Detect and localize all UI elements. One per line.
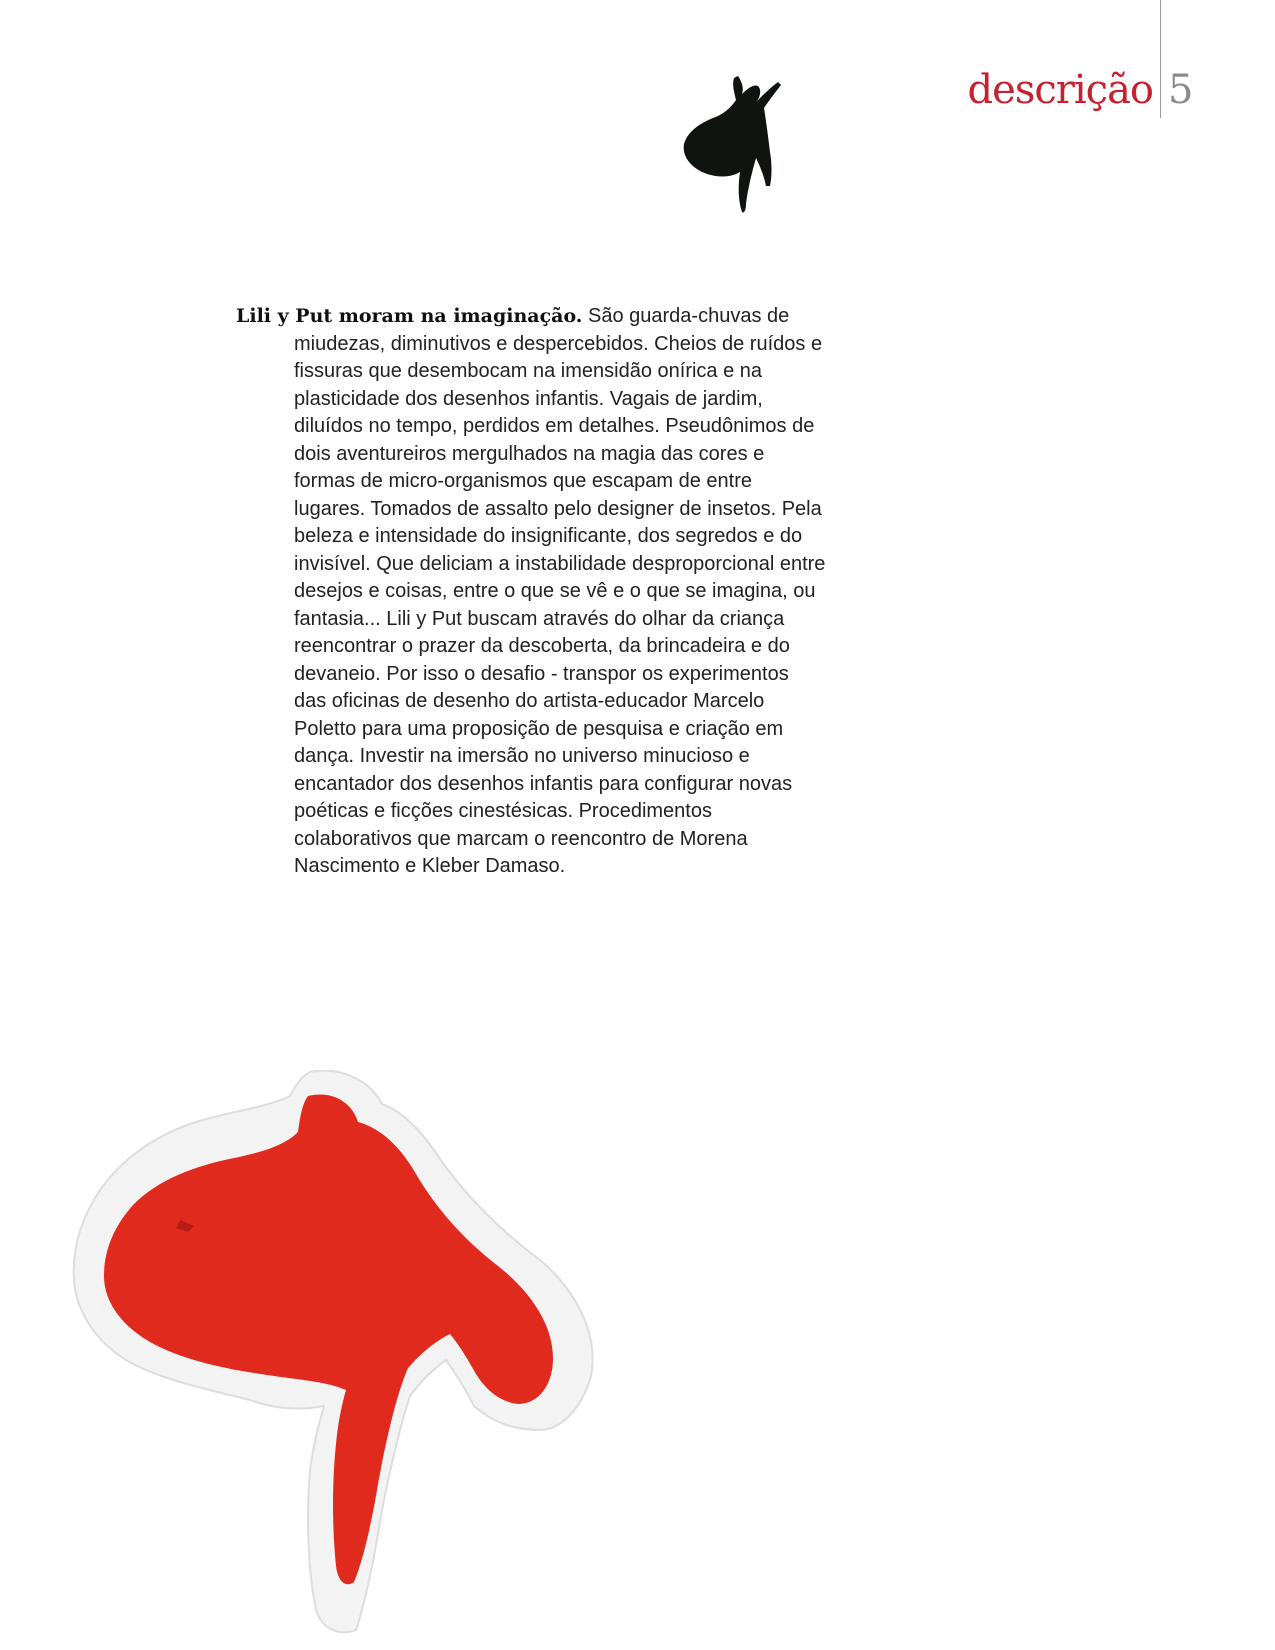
page-number: 5 <box>1168 67 1194 113</box>
article-body: São guarda-chuvas de miudezas, diminutivos e despercebidos. Cheios de ruídos e fissuras que desembocam na imensidão onírica e na plasticidade dos desenhos infantis. Vagais de jardim, diluídos no tempo, perdidos em detalhes. Pseudônimos de dois aventureiros mergulhados na magia das cores e formas de micro-organismos que escapam de entre lugares. Tomados de assalto pelo designer de insetos. Pela beleza e intensidade do insignificante, dos segredos e do invisível. Que deliciam a instabilidade desproporcional entre desejos e coisas, entre o que se vê e o que se imagina, ou fantasia... Lili y Put buscam através do olhar da criança reencontrar o prazer da descoberta, da brincadeira e do devaneio. Por isso o desafio - transpor os experimentos das oficinas de desenho do artista-educador Marcelo Poletto para uma proposição de pesquisa e criação em dança. Investir na imersão no universo minucioso e encantador dos desenhos infantis para configurar novas poéticas e ficções cinestésicas. Procedimentos colaborativos que marcam o reencontro de Morena Nascimento e Kleber Damaso. <box>294 305 826 877</box>
article-paragraph <box>236 303 826 881</box>
black-insect-drawing-icon <box>680 72 820 222</box>
article-lead: Lili y Put moram na imaginação. <box>236 305 583 327</box>
black-insect-body <box>684 76 781 213</box>
section-label: descrição <box>967 67 1153 113</box>
header-divider <box>1160 0 1161 118</box>
red-insect-drawing-icon <box>70 1070 630 1640</box>
